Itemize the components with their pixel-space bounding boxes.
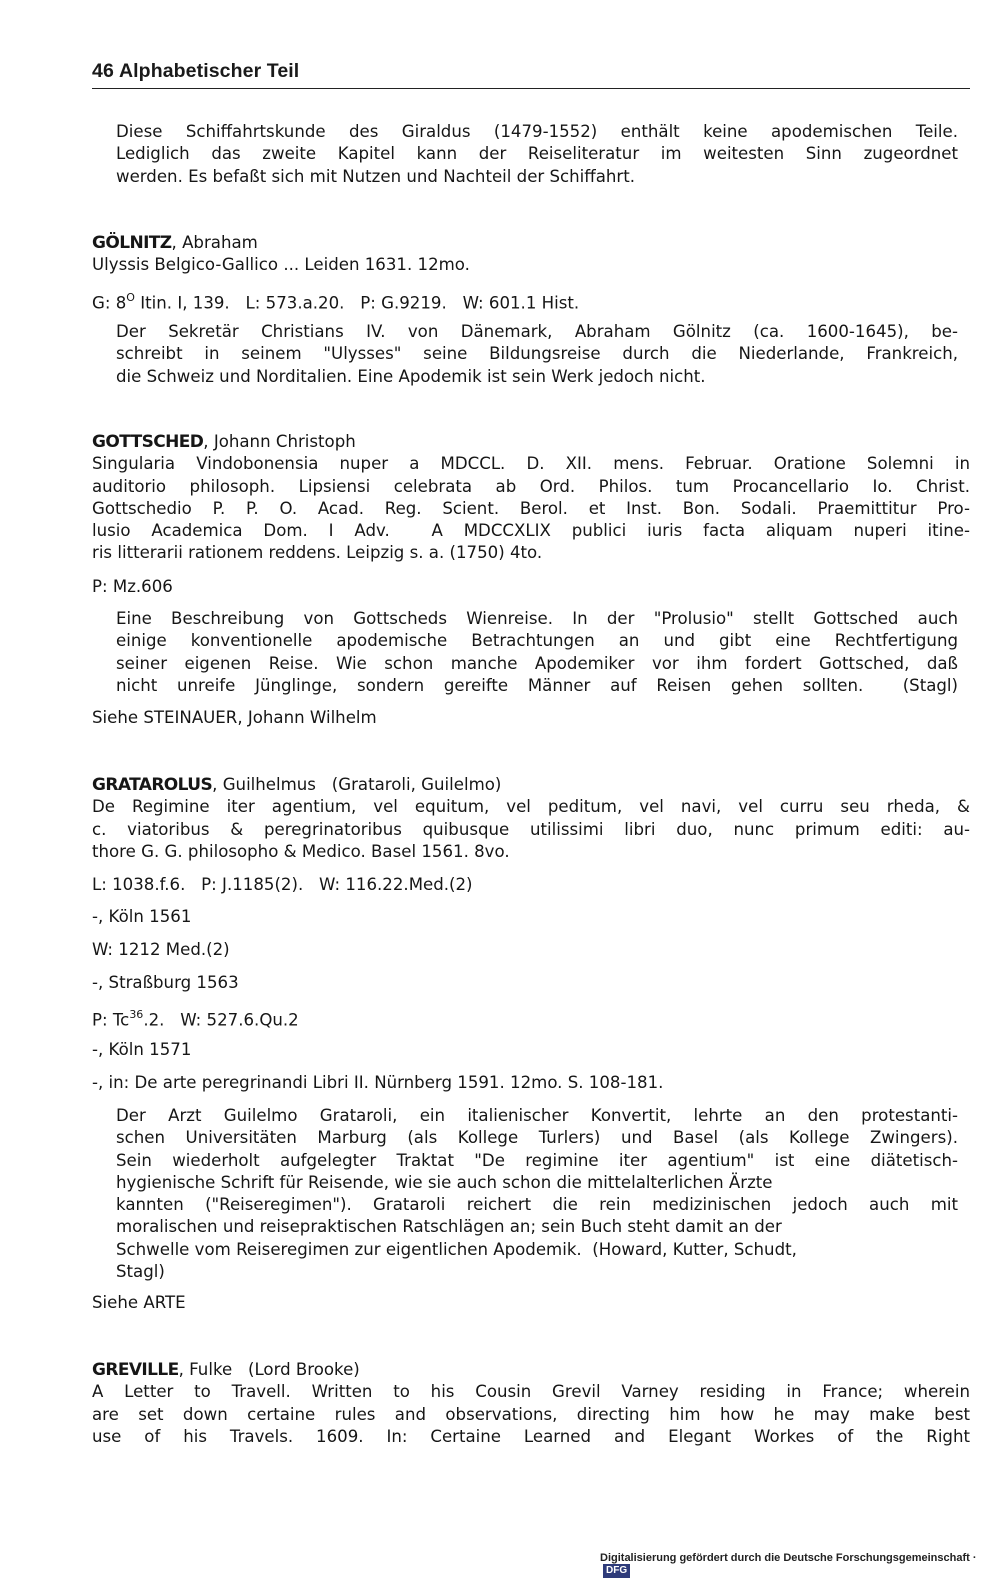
gottsched-see-also <box>92 707 970 729</box>
entry-heading <box>92 774 970 796</box>
edition-line: -, Köln 1561 <box>92 907 192 926</box>
gratarolus-edition-4 <box>92 1072 970 1094</box>
page-number: 46 <box>92 60 114 82</box>
author-surname: GREVILLE <box>92 1360 179 1380</box>
entry-title-line: Singularia Vindobonensia nuper a MDCCL. D. XII. mens. Februar. Oratione Solemni in <box>92 454 970 474</box>
gratarolus-edition-2 <box>92 972 970 994</box>
entry-title-line: Gottschedio P. P. O. Acad. Reg. Scient. Berol. et Inst. Bon. Sodali. Praemittitur Pro- <box>92 498 970 518</box>
author-given: , Guilhelmus (Grataroli, Guilelmo) <box>212 775 502 794</box>
goelnitz-note <box>116 321 958 388</box>
text-line: Der Sekretär Christians IV. von Dänemark, Abraham Gölnitz (ca. 1600-1645), be- <box>116 322 958 341</box>
edition-line: -, Köln 1571 <box>92 1040 192 1059</box>
author-surname: GOTTSCHED <box>92 432 204 452</box>
text-line: Stagl) <box>116 1262 165 1282</box>
holdings-line <box>92 288 970 315</box>
entry-title-line: lusio Academica Dom. I Adv. A MDCCXLIX publici iuris facta aliquam nuperi itine- <box>92 521 970 541</box>
entry-heading <box>92 431 970 453</box>
entry-title-line: De Regimine iter agentium, vel equitum, vel peditum, vel navi, vel curru seu rheda, & <box>92 797 970 817</box>
entry-title-line: are set down certaine rules and observations, directing him how he may make best <box>92 1404 970 1424</box>
text-line: kannten ("Reiseregimen"). Grataroli reichert die rein medizinischen jedoch auch mit <box>116 1195 958 1215</box>
holdings-text: .2. W: 527.6.Qu.2 <box>143 1010 299 1030</box>
header-rule <box>92 88 970 89</box>
gottsched-holdings <box>92 576 970 598</box>
entry-gratarolus <box>92 774 970 863</box>
text-line: Sein wiederholt aufgelegter Traktat "De regimine iter agentium" ist eine diätetisch- <box>116 1150 958 1170</box>
page-header <box>92 60 970 90</box>
holdings-text: G: 8 <box>92 293 127 313</box>
goelnitz-holdings <box>92 288 970 315</box>
entry-greville <box>92 1359 970 1448</box>
text-line: Lediglich das zweite Kapitel kann der Reiseliteratur im weitesten Sinn zugeordnet <box>116 144 958 164</box>
holdings-line: P: Mz.606 <box>92 577 173 596</box>
edition-line: -, Straßburg 1563 <box>92 973 239 992</box>
dfg-logo: DFG <box>603 1564 630 1578</box>
text-line: Der Arzt Guilelmo Grataroli, ein italienischer Konvertit, lehrte an den protestanti- <box>116 1106 958 1125</box>
running-title: Alphabetischer Teil <box>118 60 300 82</box>
holdings-line: L: 1038.f.6. P: J.1185(2). W: 116.22.Med.(2) <box>92 875 473 894</box>
gratarolus-holdings-1 <box>92 874 970 896</box>
entry-heading <box>92 1359 970 1381</box>
entry-title-line: use of his Travels. 1609. In: Certaine Learned and Elegant Workes of the Right <box>92 1426 970 1446</box>
gratarolus-edition-3 <box>92 1039 970 1061</box>
text-line: Diese Schiffahrtskunde des Giraldus (1479-1552) enthält keine apodemischen Teile. <box>116 122 958 141</box>
shelfmark-superscript: 36 <box>129 1008 144 1021</box>
holdings-text: P: Tc <box>92 1010 130 1030</box>
gratarolus-see-also <box>92 1292 970 1314</box>
text-line: moralischen und reisepraktischen Ratschlägen an; sein Buch steht damit an der <box>116 1217 782 1237</box>
entry-goelnitz <box>92 232 970 277</box>
text-line: hygienische Schrift für Reisende, wie sie auch schon die mittelalterlichen Ärzte <box>116 1172 773 1192</box>
text-line: schreibt in seinem "Ulysses" seine Bildungsreise durch die Niederlande, Frankreich, <box>116 344 958 364</box>
author-surname: GRATAROLUS <box>92 775 213 795</box>
gratarolus-edition-1 <box>92 906 970 928</box>
entry-title-line: ris litterarii rationem reddens. Leipzig s. a. (1750) 4to. <box>92 543 543 563</box>
entry-title: Ulyssis Belgico-Gallico ... Leiden 1631. 12mo. <box>92 255 470 275</box>
holdings-text: Itin. I, 139. L: 573.a.20. P: G.9219. W: 601.1 Hist. <box>134 293 580 313</box>
text-line: seiner eigenen Reise. Wie schon manche Apodemiker vor ihm fordert Gottsched, daß <box>116 653 958 673</box>
gottsched-note <box>116 608 958 697</box>
entry-title-line: thore G. G. philosopho & Medico. Basel 1561. 8vo. <box>92 841 510 861</box>
entry-title-line: A Letter to Travell. Written to his Cousin Grevil Varney residing in France; wherein <box>92 1382 970 1402</box>
cross-reference: Siehe ARTE <box>92 1293 186 1312</box>
intro-paragraph <box>116 121 958 188</box>
text-line: Schwelle vom Reiseregimen zur eigentlichen Apodemik. (Howard, Kutter, Schudt, <box>116 1239 797 1259</box>
gratarolus-note <box>116 1105 958 1283</box>
entry-gottsched <box>92 431 970 565</box>
cross-reference: Siehe STEINAUER, Johann Wilhelm <box>92 708 377 727</box>
author-given: , Abraham <box>171 233 258 252</box>
gratarolus-holdings-3 <box>92 1005 970 1032</box>
text-line: schen Universitäten Marburg (als Kollege Turlers) und Basel (als Kollege Zwingers). <box>116 1128 958 1148</box>
funding-note: Digitalisierung gefördert durch die Deutsche Forschungsgemeinschaft · <box>600 1552 977 1564</box>
text-line: die Schweiz und Norditalien. Eine Apodemik ist sein Werk jedoch nicht. <box>116 366 706 386</box>
author-surname: GÖLNITZ <box>92 233 172 253</box>
edition-line: -, in: De arte peregrinandi Libri II. Nürnberg 1591. 12mo. S. 108-181. <box>92 1073 664 1092</box>
text-line: Eine Beschreibung von Gottscheds Wienreise. In der "Prolusio" stellt Gottsched auch <box>116 609 958 628</box>
entry-title-line: auditorio philosoph. Lipsiensi celebrata ab Ord. Philos. tum Procancellario Io. Christ. <box>92 476 970 496</box>
digitization-footer <box>600 1552 990 1574</box>
text-line: einige konventionelle apodemische Betrachtungen an und gibt eine Rechtfertigung <box>116 631 958 651</box>
text-line: nicht unreife Jünglinge, sondern gereifte Männer auf Reisen gehen sollten. (Stagl) <box>116 675 958 695</box>
gratarolus-holdings-2 <box>92 939 970 961</box>
author-given: , Johann Christoph <box>203 432 356 451</box>
entry-heading <box>92 232 970 254</box>
holdings-line: W: 1212 Med.(2) <box>92 940 230 959</box>
author-given: , Fulke (Lord Brooke) <box>178 1360 360 1379</box>
entry-title-line: c. viatoribus & peregrinatoribus quibusque utilissimi libri duo, nunc primum editi: au- <box>92 819 970 839</box>
holdings-line <box>92 1005 970 1032</box>
text-line: werden. Es befaßt sich mit Nutzen und Nachteil der Schiffahrt. <box>116 166 636 186</box>
format-superscript: O <box>126 291 135 304</box>
